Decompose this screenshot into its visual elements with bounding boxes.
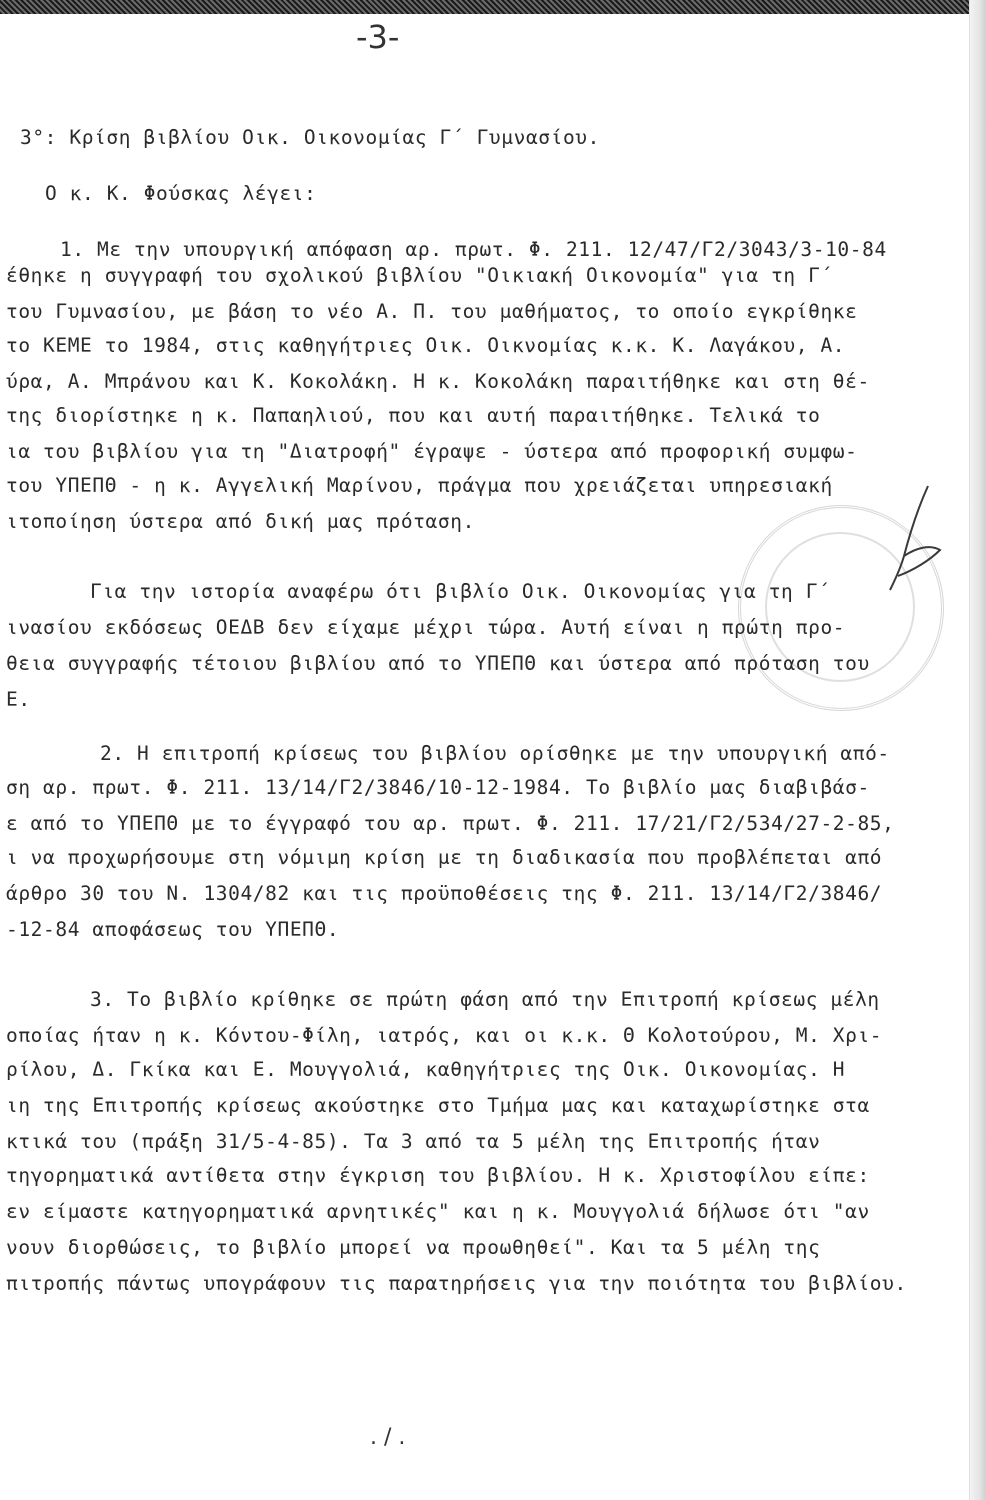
handwritten-signature: [870, 478, 950, 598]
scan-edge-top: [0, 0, 986, 14]
text-line: ύρα, Α. Μπράνου και Κ. Κοκολάκη. Η κ. Κοκολάκη παραιτήθηκε και στη θέ-: [6, 370, 870, 393]
text-line: 3. Το βιβλίο κρίθηκε σε πρώτη φάση από την Επιτροπή κρίσεως μέλη: [90, 988, 880, 1011]
text-line: -12-84 αποφάσεως του ΥΠΕΠΘ.: [6, 918, 340, 941]
text-line: ιτοποίηση ύστερα από δική μας πρόταση.: [6, 510, 475, 533]
text-line: νουν διορθώσεις, το βιβλίο μπορεί να προωθηθεί". Και τα 5 μέλη της: [6, 1236, 821, 1259]
text-line: τηγορηματικά αντίθετα στην έγκριση του βιβλίου. Η κ. Χριστοφίλου είπε:: [6, 1164, 870, 1187]
text-line: ια του βιβλίου για τη "Διατροφή" έγραψε - ύστερα από προφορική συμφω-: [6, 440, 858, 463]
text-line: εν είμαστε κατηγορηματικά αρνητικές" και η κ. Μουγγολιά δήλωσε ότι "αν: [6, 1200, 870, 1223]
text-line: ιη της Επιτροπής κρίσεως ακούστηκε στο Τμήμα μας και καταχωρίστηκε στα: [6, 1094, 870, 1117]
text-line: ινασίου εκδόσεως ΟΕΔΒ δεν είχαμε μέχρι τώρα. Αυτή είναι η πρώτη προ-: [6, 616, 846, 639]
scan-edge-right: [969, 0, 986, 1500]
text-line: του Γυμνασίου, με βάση το νέο Α. Π. του μαθήματος, το οποίο εγκρίθηκε: [6, 300, 858, 323]
text-line: άρθρο 30 του Ν. 1304/82 και τις προϋποθέσεις της Φ. 211. 13/14/Γ2/3846/: [6, 882, 883, 905]
text-line: Ε.: [6, 688, 31, 711]
text-line: 2. Η επιτροπή κρίσεως του βιβλίου ορίσθηκε με την υπουργική από-: [100, 742, 890, 765]
text-line: πιτροπής πάντως υπογράφουν τις παρατηρήσεις για την ποιότητα του βιβλίου.: [6, 1272, 907, 1295]
text-line: ρίλου, Δ. Γκίκα και Ε. Μουγγολιά, καθηγήτριες της Οικ. Οικονομίας. Η: [6, 1058, 846, 1081]
text-line: το ΚΕΜΕ το 1984, στις καθηγήτριες Οικ. Οικνομίας κ.κ. Κ. Λαγάκου, Α.: [6, 334, 846, 357]
text-line: 1. Με την υπουργική απόφαση αρ. πρωτ. Φ. 211. 12/47/Γ2/3043/3-10-84: [60, 238, 887, 261]
speaker-intro: Ο κ. Κ. Φούσκας λέγει:: [45, 182, 317, 205]
text-line: οποίας ήταν η κ. Κόντου-Φίλη, ιατρός, και οι κ.κ. Θ Κολοτούρου, Μ. Χρι-: [6, 1024, 883, 1047]
text-line: της διορίστηκε η κ. Παπαηλιού, που και αυτή παραιτήθηκε. Τελικά το: [6, 404, 821, 427]
text-line: Για την ιστορία αναφέρω ότι βιβλίο Οικ. Οικονομίας για τη Γ΄: [90, 580, 831, 603]
text-line: έθηκε η συγγραφή του σχολικού βιβλίου "Οικιακή Οικονομία" για τη Γ΄: [6, 264, 833, 287]
page-footer-mark: . / .: [370, 1425, 406, 1450]
text-line: ση αρ. πρωτ. Φ. 211. 13/14/Γ2/3846/10-12-1984. Το βιβλίο μας διαβιβάσ-: [6, 776, 870, 799]
text-line: θεια συγγραφής τέτοιου βιβλίου από το ΥΠΕΠΘ και ύστερα από πρόταση του: [6, 652, 870, 675]
page-number: -3-: [356, 18, 400, 56]
text-line: κτικά του (πράξη 31/5-4-85). Τα 3 από τα 5 μέλη της Επιτροπής ήταν: [6, 1130, 821, 1153]
text-line: του ΥΠΕΠΘ - η κ. Αγγελική Μαρίνου, πράγμα που χρειάζεται υπηρεσιακή: [6, 474, 833, 497]
section-heading: 3°: Κρίση βιβλίου Οικ. Οικονομίας Γ΄ Γυμνασίου.: [20, 126, 600, 149]
text-line: ε από το ΥΠΕΠΘ με το έγγραφό του αρ. πρωτ. Φ. 211. 17/21/Γ2/534/27-2-85,: [6, 812, 895, 835]
text-line: ι να προχωρήσουμε στη νόμιμη κρίση με τη διαδικασία που προβλέπεται από: [6, 846, 883, 869]
